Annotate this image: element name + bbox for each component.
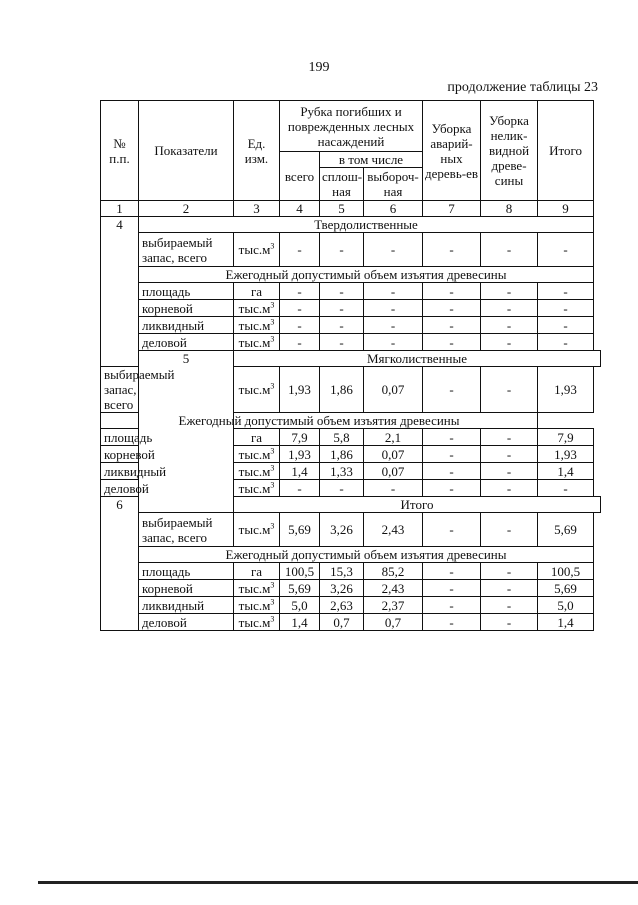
row-value: - <box>423 614 481 631</box>
row-value: - <box>320 300 364 317</box>
unit-superscript: 3 <box>270 521 275 531</box>
unit-text: тыс.м <box>238 597 271 613</box>
row-label: деловой <box>139 614 234 631</box>
row-value: - <box>320 233 364 267</box>
group-subtitle-row <box>101 267 601 283</box>
row-unit <box>234 580 280 597</box>
group-title: Мягколиственные <box>234 351 601 367</box>
unit-text: га <box>250 563 263 579</box>
row-value: - <box>481 334 538 351</box>
unit-superscript: 3 <box>270 300 275 310</box>
unit-text: тыс.м <box>238 614 271 630</box>
row-value: - <box>280 283 320 300</box>
row-value: - <box>423 563 481 580</box>
row-value: 100,5 <box>280 563 320 580</box>
row-value: 5,69 <box>280 580 320 597</box>
row-value: - <box>364 480 423 497</box>
row-value: - <box>538 233 594 267</box>
unit-text: тыс.м <box>238 463 271 479</box>
row-unit <box>234 463 280 480</box>
unit-text: тыс.м <box>238 242 271 257</box>
row-value: - <box>320 317 364 334</box>
group-title-row <box>101 351 601 367</box>
row-unit <box>234 317 280 334</box>
row-value: - <box>320 283 364 300</box>
col-num: 2 <box>139 201 234 217</box>
reserve-row <box>101 513 601 547</box>
row-value: - <box>481 463 538 480</box>
unit-superscript: 3 <box>270 580 275 590</box>
header-clear-felling: сплош-ная <box>320 168 364 201</box>
page-bottom-rule <box>38 881 638 884</box>
row-value: - <box>481 367 538 413</box>
row-value: 5,0 <box>280 597 320 614</box>
group-subtitle: Ежегодный допустимый объем изъятия древесины <box>139 547 594 563</box>
page-number: 199 <box>308 60 330 75</box>
row-value: 5,69 <box>538 580 594 597</box>
table-row <box>101 334 601 351</box>
row-value: - <box>280 317 320 334</box>
col-num: 9 <box>538 201 594 217</box>
header-selective-felling: выбороч-ная <box>364 168 423 201</box>
row-value: 2,1 <box>364 429 423 446</box>
row-value: 3,26 <box>320 580 364 597</box>
row-value: 1,4 <box>538 463 594 480</box>
row-unit <box>234 446 280 463</box>
unit-text: тыс.м <box>238 382 271 397</box>
row-value: - <box>364 317 423 334</box>
row-unit <box>234 614 280 631</box>
table-continuation-label: продолжение таблицы 23 <box>447 80 598 95</box>
table-row <box>101 317 601 334</box>
row-value: 2,43 <box>364 580 423 597</box>
row-value: - <box>423 283 481 300</box>
table-body <box>101 201 601 631</box>
table-row <box>101 300 601 317</box>
unit-superscript: 3 <box>270 334 275 344</box>
row-label: ликвидный <box>139 597 234 614</box>
row-value: 100,5 <box>538 563 594 580</box>
unit-superscript: 3 <box>270 480 275 490</box>
row-value: 0,07 <box>364 463 423 480</box>
row-value: 1,33 <box>320 463 364 480</box>
group-title: Твердолиственные <box>139 217 594 233</box>
col-num: 1 <box>101 201 139 217</box>
unit-text: тыс.м <box>238 580 271 596</box>
table-row <box>101 283 601 300</box>
row-value: - <box>423 480 481 497</box>
unit-text: тыс.м <box>238 480 271 496</box>
row-unit <box>234 513 280 547</box>
row-unit <box>234 300 280 317</box>
header-nonliquid-cleanup: Уборка нелик-видной древе-сины <box>481 101 538 201</box>
unit-superscript: 3 <box>270 597 275 607</box>
header-indicators: Показатели <box>139 101 234 201</box>
row-value: - <box>320 480 364 497</box>
unit-text: тыс.м <box>238 334 271 350</box>
col-num: 6 <box>364 201 423 217</box>
unit-text: тыс.м <box>238 300 271 316</box>
group-subtitle-row <box>101 547 601 563</box>
col-num: 5 <box>320 201 364 217</box>
table-row <box>101 614 601 631</box>
col-num: 3 <box>234 201 280 217</box>
row-value: - <box>481 614 538 631</box>
header-including: в том числе <box>320 152 423 168</box>
row-value: - <box>423 233 481 267</box>
row-unit <box>234 233 280 267</box>
row-value: - <box>481 597 538 614</box>
row-value: - <box>538 334 594 351</box>
row-value: - <box>423 580 481 597</box>
row-value: - <box>423 429 481 446</box>
row-value: 1,93 <box>538 446 594 463</box>
row-value: - <box>280 480 320 497</box>
unit-superscript: 3 <box>270 317 275 327</box>
column-number-row <box>101 201 601 217</box>
header-emergency-cleanup: Уборка аварий-ных деревь-ев <box>423 101 481 201</box>
row-value: 7,9 <box>538 429 594 446</box>
table-row <box>101 580 601 597</box>
row-value: - <box>481 580 538 597</box>
row-unit <box>234 597 280 614</box>
row-value: - <box>481 446 538 463</box>
row-value: 1,4 <box>538 614 594 631</box>
row-value: 7,9 <box>280 429 320 446</box>
row-value: 15,3 <box>320 563 364 580</box>
row-value: - <box>538 283 594 300</box>
row-value: - <box>538 480 594 497</box>
row-value: - <box>364 334 423 351</box>
unit-superscript: 3 <box>270 241 275 251</box>
row-value: 85,2 <box>364 563 423 580</box>
row-value: 0,07 <box>364 446 423 463</box>
row-value: 0,07 <box>364 367 423 413</box>
table-row <box>101 563 601 580</box>
row-value: - <box>481 513 538 547</box>
row-label: ликвидный <box>139 317 234 334</box>
row-value: - <box>364 300 423 317</box>
row-value: - <box>538 317 594 334</box>
header-unit: Ед. изм. <box>234 101 280 201</box>
row-value: - <box>364 283 423 300</box>
row-value: 2,63 <box>320 597 364 614</box>
row-value: 5,8 <box>320 429 364 446</box>
table-row <box>101 597 601 614</box>
row-value: - <box>481 429 538 446</box>
row-value: - <box>320 334 364 351</box>
col-num: 8 <box>481 201 538 217</box>
row-value: - <box>481 480 538 497</box>
row-value: - <box>481 300 538 317</box>
row-value: - <box>423 334 481 351</box>
col-num: 4 <box>280 201 320 217</box>
row-value: 1,86 <box>320 367 364 413</box>
row-value: - <box>280 300 320 317</box>
row-value: - <box>423 300 481 317</box>
unit-superscript: 3 <box>270 463 275 473</box>
group-title: Итого <box>234 497 601 513</box>
unit-superscript: 3 <box>270 446 275 456</box>
row-label: деловой <box>101 480 139 497</box>
row-label: ликвидный <box>101 463 139 480</box>
row-value: 1,4 <box>280 463 320 480</box>
row-unit <box>234 563 280 580</box>
row-value: 0,7 <box>364 614 423 631</box>
row-value: - <box>423 317 481 334</box>
row-unit <box>234 334 280 351</box>
unit-text: тыс.м <box>238 446 271 462</box>
unit-text: тыс.м <box>238 522 271 537</box>
group-subtitle: Ежегодный допустимый объем изъятия древесины <box>139 267 594 283</box>
row-value: - <box>423 463 481 480</box>
row-value: 2,43 <box>364 513 423 547</box>
row-unit <box>234 367 280 413</box>
row-value: - <box>423 367 481 413</box>
row-value: - <box>481 563 538 580</box>
row-value: - <box>481 233 538 267</box>
unit-text: га <box>250 429 263 445</box>
row-value: 5,69 <box>280 513 320 547</box>
col-num: 7 <box>423 201 481 217</box>
row-value: - <box>481 283 538 300</box>
row-value: 1,93 <box>280 367 320 413</box>
row-unit <box>234 429 280 446</box>
row-value: 0,7 <box>320 614 364 631</box>
group-subtitle-row <box>101 413 601 429</box>
header-total: Итого <box>538 101 594 201</box>
group-number: 4 <box>101 217 139 367</box>
row-value: 1,86 <box>320 446 364 463</box>
forest-felling-table <box>100 100 601 631</box>
group-number: 6 <box>101 497 139 631</box>
row-label: выбираемый запас, всего <box>139 513 234 547</box>
row-label: выбираемый запас, всего <box>139 233 234 267</box>
row-label: деловой <box>139 334 234 351</box>
row-label: корневой <box>139 300 234 317</box>
row-value: - <box>423 446 481 463</box>
group-subtitle: Ежегодный допустимый объем изъятия древесины <box>101 413 538 429</box>
row-unit <box>234 283 280 300</box>
row-value: 5,69 <box>538 513 594 547</box>
group-title-row <box>101 217 601 233</box>
reserve-row <box>101 233 601 267</box>
row-label: выбираемый запас, всего <box>101 367 139 413</box>
header-felling: Рубка погибших и поврежденных лесных насаждений <box>280 101 423 152</box>
row-value: 5,0 <box>538 597 594 614</box>
row-value: - <box>481 317 538 334</box>
row-value: 1,93 <box>538 367 594 413</box>
row-value: - <box>538 300 594 317</box>
row-label: корневой <box>139 580 234 597</box>
header-num: № п.п. <box>101 101 139 201</box>
row-label: площадь <box>139 283 234 300</box>
unit-text: тыс.м <box>238 317 271 333</box>
row-value: - <box>364 233 423 267</box>
row-value: 3,26 <box>320 513 364 547</box>
row-value: - <box>423 513 481 547</box>
row-value: 2,37 <box>364 597 423 614</box>
row-label: площадь <box>139 563 234 580</box>
row-unit <box>234 480 280 497</box>
row-value: 1,4 <box>280 614 320 631</box>
unit-text: га <box>250 283 263 299</box>
row-value: - <box>280 334 320 351</box>
group-number: 5 <box>139 351 234 513</box>
row-value: - <box>423 597 481 614</box>
unit-superscript: 3 <box>270 381 275 391</box>
unit-superscript: 3 <box>270 614 275 624</box>
row-value: - <box>280 233 320 267</box>
row-value: 1,93 <box>280 446 320 463</box>
header-total-all: всего <box>280 152 320 201</box>
row-label: площадь <box>101 429 139 446</box>
row-label: корневой <box>101 446 139 463</box>
